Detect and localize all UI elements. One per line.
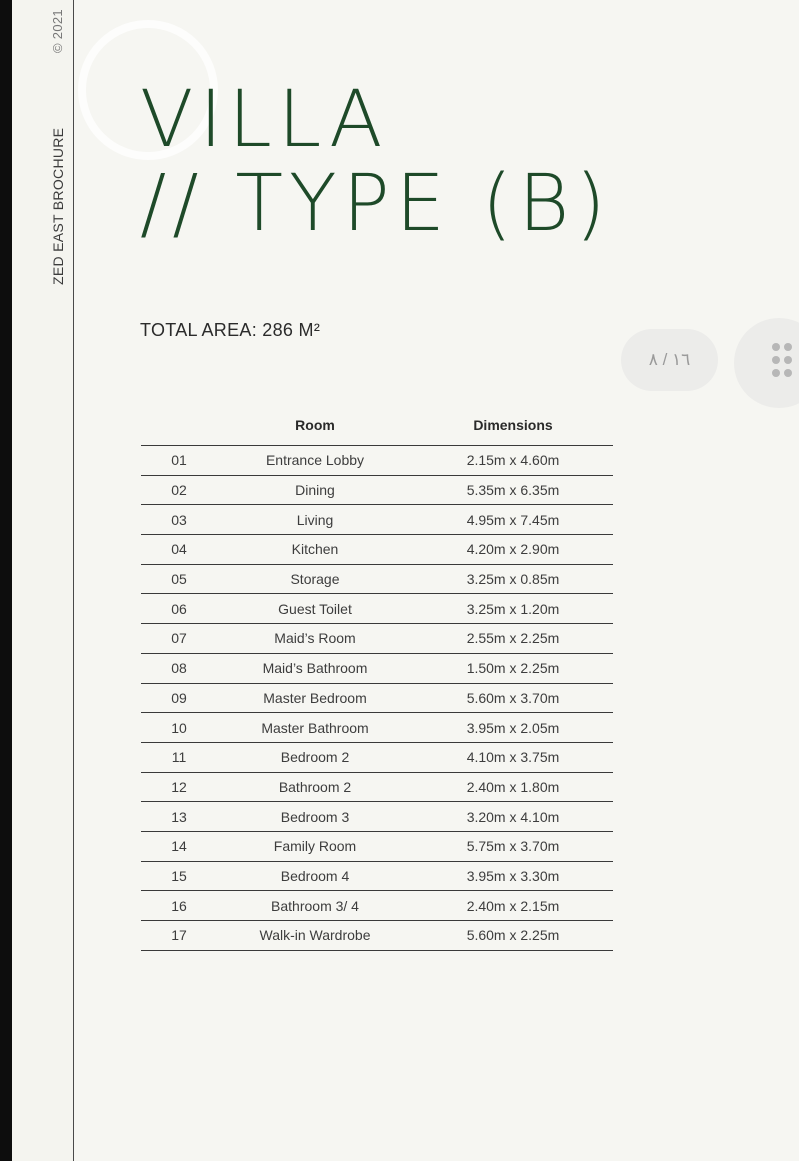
row-room: Bathroom 2 [217,772,413,802]
table-row [141,594,613,624]
row-room: Walk-in Wardrobe [217,921,413,951]
table-row [141,891,613,921]
table-row [141,921,613,951]
table-row [141,624,613,654]
row-number: 03 [141,505,217,535]
row-dimensions: 2.40m x 1.80m [413,772,613,802]
header-number [141,404,217,446]
row-number: 14 [141,831,217,861]
title-line-2: // TYPE (B) [140,159,612,249]
table-row [141,772,613,802]
title-line-1: VILLA [140,75,389,165]
row-dimensions: 2.15m x 4.60m [413,446,613,476]
row-dimensions: 2.55m x 2.25m [413,624,613,654]
row-room: Bedroom 2 [217,742,413,772]
row-room: Maid’s Bathroom [217,653,413,683]
header-dimensions: Dimensions [413,404,613,446]
table-row [141,653,613,683]
menu-button[interactable] [734,318,799,408]
table-row [141,564,613,594]
table-row [141,446,613,476]
table-row [141,535,613,565]
row-room: Guest Toilet [217,594,413,624]
row-dimensions: 3.95m x 3.30m [413,861,613,891]
sidebar [12,0,74,1161]
table-row [141,802,613,832]
row-dimensions: 4.10m x 3.75m [413,742,613,772]
row-room: Maid’s Room [217,624,413,654]
row-number: 04 [141,535,217,565]
table-row [141,831,613,861]
row-dimensions: 4.95m x 7.45m [413,505,613,535]
table-header-row [141,404,613,446]
row-number: 08 [141,653,217,683]
row-dimensions: 2.40m x 2.15m [413,891,613,921]
row-number: 15 [141,861,217,891]
row-number: 05 [141,564,217,594]
row-room: Master Bathroom [217,713,413,743]
grid-dots-icon [772,343,799,379]
row-number: 06 [141,594,217,624]
row-number: 02 [141,475,217,505]
row-number: 07 [141,624,217,654]
row-number: 10 [141,713,217,743]
header-room: Room [217,404,413,446]
table-row [141,861,613,891]
row-dimensions: 5.60m x 2.25m [413,921,613,951]
row-room: Bedroom 4 [217,861,413,891]
rooms-table [141,404,613,951]
row-number: 01 [141,446,217,476]
row-dimensions: 5.35m x 6.35m [413,475,613,505]
row-number: 11 [141,742,217,772]
brochure-label: ZED EAST BROCHURE [50,127,66,285]
row-room: Bedroom 3 [217,802,413,832]
row-number: 16 [141,891,217,921]
left-edge-bar [0,0,12,1161]
row-number: 13 [141,802,217,832]
row-number: 09 [141,683,217,713]
table-row [141,742,613,772]
row-room: Entrance Lobby [217,446,413,476]
page-indicator[interactable] [621,329,718,391]
page-title [140,75,612,249]
row-dimensions: 5.60m x 3.70m [413,683,613,713]
row-room: Dining [217,475,413,505]
row-dimensions: 4.20m x 2.90m [413,535,613,565]
row-room: Storage [217,564,413,594]
row-room: Kitchen [217,535,413,565]
row-room: Living [217,505,413,535]
row-dimensions: 3.25m x 1.20m [413,594,613,624]
row-dimensions: 3.95m x 2.05m [413,713,613,743]
table-row [141,475,613,505]
row-dimensions: 3.20m x 4.10m [413,802,613,832]
table-row [141,505,613,535]
row-room: Bathroom 3/ 4 [217,891,413,921]
page-indicator-text: ١٦ / ٨ [648,350,691,369]
row-room: Master Bedroom [217,683,413,713]
row-number: 17 [141,921,217,951]
copyright-label: © 2021 [50,9,65,53]
rooms-table-body [141,446,613,951]
row-number: 12 [141,772,217,802]
row-dimensions: 5.75m x 3.70m [413,831,613,861]
row-room: Family Room [217,831,413,861]
table-row [141,713,613,743]
row-dimensions: 1.50m x 2.25m [413,653,613,683]
total-area: TOTAL AREA: 286 M² [140,320,321,340]
table-row [141,683,613,713]
row-dimensions: 3.25m x 0.85m [413,564,613,594]
